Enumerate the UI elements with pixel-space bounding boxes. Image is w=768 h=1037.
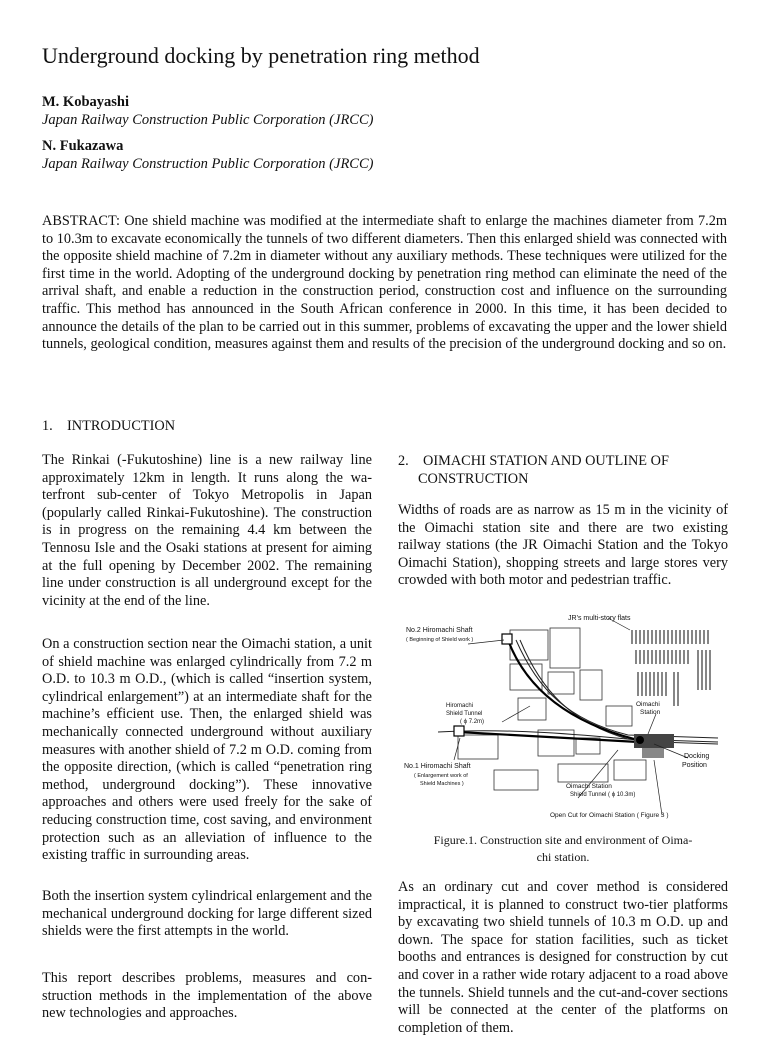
city-block — [580, 670, 602, 700]
city-block — [548, 672, 574, 694]
paper-title: Underground docking by penetration ring method — [42, 43, 480, 68]
label-docking: Position — [682, 762, 707, 769]
paragraph: This report describes problems, measures and construction methods in the implementation of the above new technologies and approaches. — [42, 970, 372, 1022]
label-oimachi-tunnel: Oimachi Station — [566, 783, 612, 790]
paragraph: As an ordinary cut and cover method is considered impractical, it is planned to construct two-tier platforms by excavating two shield tunnels of 10.3 m O.D. up and down. The space for station facilities, such as ticket booths and entrances is designed for construction by cut and cover in a rather wide rotary adjacent to a road above the tunnels. Shield tunnels and the cut-and-cover sections will be connected at the center of the platforms on completion of them. — [398, 879, 728, 1036]
figure-1 — [398, 610, 728, 825]
author-affiliation: Japan Railway Construction Public Corporation (JRCC) — [42, 112, 374, 128]
label-oimachi-station: Station — [640, 709, 661, 716]
section-title-continued: CONSTRUCTION — [418, 471, 529, 487]
author-affiliation: Japan Railway Construction Public Corporation (JRCC) — [42, 156, 374, 172]
paragraph: Both the insertion system cylindrical enlargement and the mechanical underground docking for large different sized shields were the first attempts in the world. — [42, 888, 372, 940]
paragraph: On a construction section near the Oimachi station, a unit of shield machine was enlarged cylindrically from 7.2 m O.D. to 10.3 m O.D., (which is called “insertion system, cylindrical enlargement”) at an intermediate shaft for the machine’s efficient use. Then, the enlarged shield was mechanically connected underground without auxiliary measures with another shield of 7.2 m O.D. coming from the opposite direction, (which is called “penetration ring method, underground docking”). These innovative approaches and others were used freely for the sake of reducing construction time, cost saving, and environment protection such as an alleviation of influence to the existing traffic in surrounding areas. — [42, 636, 372, 864]
no1-shaft-marker — [454, 726, 464, 736]
city-block — [558, 764, 608, 782]
label-hiromachi-tunnel: ( ϕ 7.2m) — [460, 719, 485, 725]
city-block — [458, 735, 498, 759]
section-heading-oimachi — [398, 452, 728, 488]
caption-line: Figure.1. Construction site and environment of Oima- — [433, 833, 693, 847]
open-cut-box — [642, 748, 664, 758]
section-number: 1. — [42, 418, 53, 434]
label-oimachi-tunnel: Shield Tunnel ( ϕ 10.3m) — [570, 792, 636, 798]
label-docking: Docking — [684, 753, 710, 760]
label-hiromachi-tunnel: Hiromachi — [446, 703, 474, 709]
abstract: ABSTRACT: One shield machine was modified at the intermediate shaft to enlarge the machines diameter from 7.2m to 10.3m to excavate economically the tunnels of two different diameters. Then this enlarged shield was connected with the opposite shield machine of 7.2m in diameter without any auxiliary methods. These techniques were utilized for the first time in the world. Adopting of the underground docking by penetration ring method can eliminate the need of the arrival shaft, and enable a reduction in the construction period, construction cost and influence on the surrounding traffic. This method has announced in the South African conference in 2000. In this time, it has been decided to announce the details of the plan to be carried out in this summer, problems of excavating the upper and the lower shield tunnels, geological condition, measures against them and results of the precision of the underground docking and so on. — [42, 213, 727, 353]
docking-position-marker — [636, 736, 644, 744]
section-title: OIMACHI STATION AND OUTLINE OF — [423, 453, 669, 469]
paragraph: Widths of roads are as narrow as 15 m in the vicinity of the Oimachi station site and there are two existing railway stations (the JR Oimachi Station and the Tokyo Oimachi Station), shopping streets and large stores very crowded with both motor and pedestrian traffic. — [398, 502, 728, 589]
city-block — [518, 698, 546, 720]
section-heading-introduction — [42, 417, 175, 435]
jr-flats-hatching — [632, 630, 710, 706]
site-map-diagram — [398, 610, 728, 825]
label-shaft1-sub: Shield Machines ) — [420, 781, 464, 787]
figure-caption — [398, 832, 728, 866]
label-shaft2-sub: ( Beginning of Shield work ) — [406, 637, 474, 643]
author-name: N. Fukazawa — [42, 138, 124, 154]
label-shaft1: No.1 Hiromachi Shaft — [404, 763, 471, 770]
section-number: 2. — [398, 453, 409, 469]
city-block — [606, 706, 632, 726]
paragraph: The Rinkai (-Fukutoshine) line is a new railway line approximately 12km in length. It runs along the waterfront sub-center of Tokyo Metropolis in Japan (popularly called Rinkai-Fukutoshine). The construction is in progress on the remaining 4.4 km between the Tennosu Isle and the Osaki stations at present for aiming at the full opening by December 2002. The remaining line under construction is all underground except for the vicinity at the end of the line. — [42, 452, 372, 609]
label-oimachi-station: Oimachi — [636, 701, 660, 708]
label-hiromachi-tunnel: Shield Tunnel — [446, 711, 483, 717]
label-jr-flats: JR’s multi-story flats — [568, 615, 631, 622]
city-block — [494, 770, 538, 790]
caption-line: chi station. — [536, 850, 590, 864]
no2-shaft-marker — [502, 634, 512, 644]
label-open-cut: Open Cut for Oimachi Station ( Figure 3 ) — [550, 812, 669, 819]
label-shaft1-sub: ( Enlargement work of — [414, 773, 468, 779]
section-title: INTRODUCTION — [67, 418, 176, 434]
author-name: M. Kobayashi — [42, 94, 130, 110]
city-block — [550, 628, 580, 668]
city-block — [614, 760, 646, 780]
label-shaft2: No.2 Hiromachi Shaft — [406, 627, 473, 634]
